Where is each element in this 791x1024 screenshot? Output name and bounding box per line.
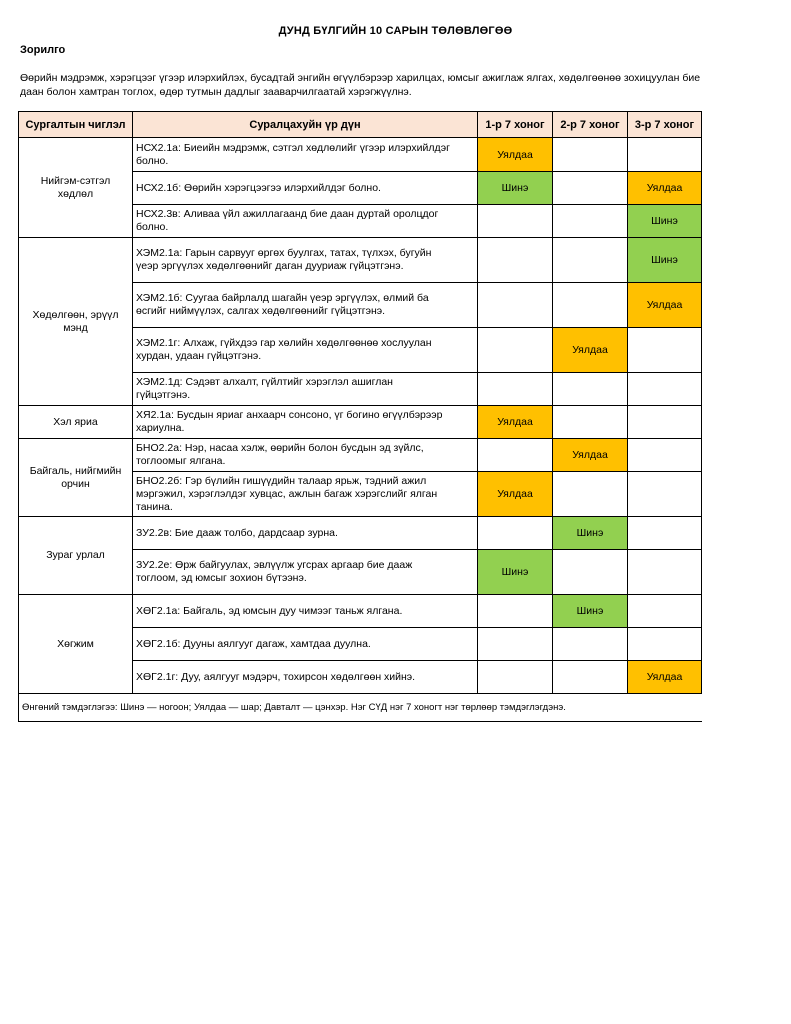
page-title: ДУНД БҮЛГИЙН 10 САРЫН ТӨЛӨВЛӨГӨӨ — [278, 25, 513, 37]
area-name-line: Хөдөлгөөн, эрүүл — [32, 308, 119, 321]
outcome-cell — [133, 373, 478, 406]
week-2-cell — [553, 138, 628, 172]
header-week-3: 3-р 7 хоног — [628, 112, 702, 138]
area-name-line: Зураг урлал — [46, 549, 105, 561]
outcome-cell — [133, 550, 478, 595]
outcome-cell — [133, 517, 478, 550]
outcome-line: хариулна. — [136, 422, 185, 434]
week-3-cell — [628, 138, 702, 172]
table-row — [19, 238, 702, 283]
area-cell — [19, 517, 133, 595]
week-3-cell: Шинэ — [628, 238, 702, 283]
week-2-cell — [553, 373, 628, 406]
week-3-cell — [628, 406, 702, 439]
outcome-line: ХЭМ2.1д: Сэдэвт алхалт, гүйлтийг хэрэглэл ашиглан — [136, 376, 393, 388]
outcome-cell — [133, 472, 478, 517]
outcome-cell — [133, 661, 478, 694]
plan-body — [19, 138, 702, 694]
outcome-cell — [133, 628, 478, 661]
area-name-line: Байгаль, нийгмийн — [29, 464, 122, 477]
week-1-cell — [478, 517, 553, 550]
outcome-line: болно. — [136, 154, 169, 167]
area-cell — [19, 238, 133, 406]
week-2-cell — [553, 205, 628, 238]
area-cell — [19, 138, 133, 238]
week-1-cell — [478, 238, 553, 283]
week-3-cell — [628, 472, 702, 517]
outcome-line: ХӨГ2.1г: Дуу, аялгууг мэдэрч, тохирсон хөдөлгөөн хийнэ. — [136, 670, 416, 683]
outcome-cell — [133, 283, 478, 328]
table-row — [19, 517, 702, 550]
outcome-line: тоглоомыг ялгана. — [136, 455, 226, 467]
table-row — [19, 406, 702, 439]
week-3-cell: Уялдаа — [628, 283, 702, 328]
week-1-cell: Уялдаа — [478, 472, 553, 517]
goal-heading: Зорилго — [20, 44, 66, 56]
week-3-cell — [628, 373, 702, 406]
header-row — [19, 112, 702, 138]
week-1-cell — [478, 628, 553, 661]
legend-row — [19, 694, 702, 722]
week-1-cell — [478, 661, 553, 694]
outcome-line: танина. — [136, 500, 173, 513]
week-1-cell — [478, 373, 553, 406]
area-name-line: Хөгжим — [57, 637, 94, 650]
outcome-line: НСХ2.1б: Өөрийн хэрэгцээгээ илэрхийлдэг болно. — [136, 181, 381, 194]
week-2-cell: Шинэ — [553, 595, 628, 628]
outcome-line: ХЭМ2.1г: Алхаж, гүйхдээ гар хөлийн хөдөлгөөнөө хослуулан — [136, 337, 432, 349]
area-name-line: хөдлөл — [57, 187, 94, 200]
week-2-cell — [553, 661, 628, 694]
outcome-line: БНО2.2а: Нэр, насаа хэлж, өөрийн болон бусдын эд зүйлс, — [136, 442, 424, 454]
outcome-cell — [133, 439, 478, 472]
week-2-cell: Уялдаа — [553, 439, 628, 472]
outcome-cell — [133, 238, 478, 283]
goal-paragraph — [20, 71, 702, 99]
header-week-2: 2-р 7 хоног — [553, 112, 628, 138]
week-1-cell — [478, 439, 553, 472]
week-2-cell — [553, 550, 628, 595]
outcome-line: мэргэжил, хэрэглэлдэг хувцас, ажлын багаж хэрэгслийг ялган — [136, 487, 438, 500]
area-cell — [19, 439, 133, 517]
outcome-line: НСХ2.3в: Аливаа үйл ажиллагаанд бие даан дуртай оролцдог — [136, 208, 439, 220]
outcome-line: ХӨГ2.1а: Байгаль, эд юмсын дуу чимээг таньж ялгана. — [136, 604, 403, 617]
outcome-line: ХЭМ2.1б: Суугаа байрлалд шагайн үеэр эргүүлэх, өлмий ба — [136, 292, 429, 304]
outcome-line: ЗУ2.2е: Өрж байгуулах, эвлүүлж угсрах аргаар бие дааж — [136, 559, 413, 571]
week-1-cell: Уялдаа — [478, 406, 553, 439]
outcome-line: ХЯ2.1а: Бусдын яриаг анхаарч сонсоно, үг богино өгүүлбэрээр — [136, 409, 443, 421]
week-2-cell — [553, 283, 628, 328]
area-name-line: мэнд — [63, 321, 88, 334]
outcome-line: хурдан, удаан гүйцэтгэнэ. — [136, 350, 262, 362]
week-3-cell — [628, 550, 702, 595]
week-3-cell — [628, 517, 702, 550]
week-1-cell — [478, 595, 553, 628]
area-name-line: Нийгэм-сэтгэл — [40, 174, 111, 187]
area-name-line: Хэл яриа — [53, 415, 98, 428]
goal-line: даан болон хамтран тоглох, өдөр тутмын дадлыг зааварчилгаатай хэрэгжүүлнэ. — [20, 86, 412, 98]
week-2-cell — [553, 238, 628, 283]
outcome-line: БНО2.2б: Гэр бүлийн гишүүдийн талаар ярьж, тэдний ажил — [136, 474, 427, 487]
outcome-line: өсгийг ниймүүлэх, салгах хөдөлгөөнийг гүйцэтгэнэ. — [136, 305, 386, 317]
outcome-line: үеэр эргүүлэх хөдөлгөөнийг даган дууриаж гүйцэтгэнэ. — [136, 260, 404, 272]
outcome-cell — [133, 406, 478, 439]
week-2-cell: Шинэ — [553, 517, 628, 550]
area-cell — [19, 406, 133, 439]
week-1-cell — [478, 328, 553, 373]
week-1-cell: Шинэ — [478, 172, 553, 205]
plan-table — [18, 111, 702, 722]
color-legend: Өнгөний тэмдэглэгээ: Шинэ — ногоон; Уялдаа — шар; Давталт — цэнхэр. Нэг СҮД нэг 7 хоногт нэг төрлөөр тэмдэглэгдэнэ. — [19, 694, 702, 722]
header-area: Сургалтын чиглэл — [19, 112, 133, 138]
outcome-line: НСХ2.1а: Биеийн мэдрэмж, сэтгэл хөдлөлийг үгээр илэрхийлдэг — [136, 141, 450, 154]
outcome-line: ХӨГ2.1б: Дууны аялгууг дагаж, хамтдаа дуулна. — [136, 637, 371, 650]
outcome-cell — [133, 172, 478, 205]
header-week-1: 1-р 7 хоног — [478, 112, 553, 138]
table-row — [19, 595, 702, 628]
week-2-cell — [553, 172, 628, 205]
outcome-cell — [133, 205, 478, 238]
header-outcome: Суралцахуйн үр дүн — [133, 112, 478, 138]
outcome-line: тоглоом, эд юмсыг зохион бүтээнэ. — [136, 572, 307, 584]
week-3-cell: Шинэ — [628, 205, 702, 238]
outcome-cell — [133, 595, 478, 628]
goal-line: Өөрийн мэдрэмж, хэрэгцээг үгээр илэрхийлэх, бусадтай энгийн өгүүлбэрээр харилцах, юмсыг ажиглаж ялгах, хөдөлгөөнөө зохицуулан бие — [20, 72, 701, 84]
area-cell — [19, 595, 133, 694]
week-1-cell: Уялдаа — [478, 138, 553, 172]
outcome-cell — [133, 138, 478, 172]
week-2-cell — [553, 472, 628, 517]
table-row — [19, 138, 702, 172]
week-2-cell — [553, 628, 628, 661]
week-2-cell — [553, 406, 628, 439]
table-row — [19, 439, 702, 472]
week-3-cell: Уялдаа — [628, 172, 702, 205]
week-3-cell — [628, 328, 702, 373]
week-1-cell — [478, 283, 553, 328]
outcome-line: ЗУ2.2в: Бие дааж толбо, дардсаар зурна. — [136, 526, 338, 539]
area-name-line: орчин — [61, 477, 90, 490]
week-1-cell: Шинэ — [478, 550, 553, 595]
week-2-cell: Уялдаа — [553, 328, 628, 373]
week-3-cell — [628, 628, 702, 661]
week-3-cell: Уялдаа — [628, 661, 702, 694]
week-3-cell — [628, 439, 702, 472]
outcome-line: гүйцэтгэнэ. — [136, 389, 191, 401]
outcome-line: ХЭМ2.1а: Гарын сарвууг өргөх буулгах, татах, түлхэх, бугуйн — [136, 247, 432, 259]
week-1-cell — [478, 205, 553, 238]
outcome-cell — [133, 328, 478, 373]
week-3-cell — [628, 595, 702, 628]
outcome-line: болно. — [136, 221, 169, 233]
